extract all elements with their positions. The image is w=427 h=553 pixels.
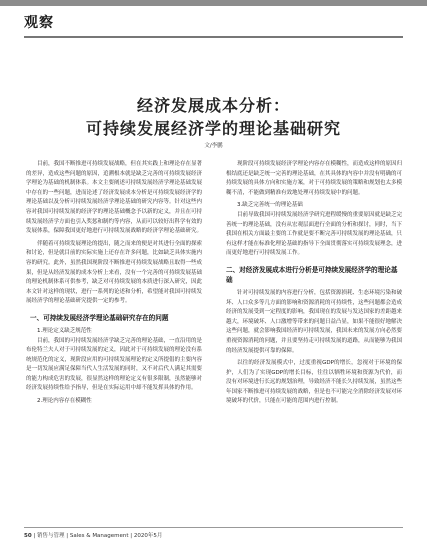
top-color-bar xyxy=(0,0,427,6)
header-rule xyxy=(24,36,403,38)
sub-heading: 2.理论内容存在模糊性 xyxy=(37,398,92,405)
paragraph: 现阶段可持续发展经济学理论内容存在模糊性，而造成这样的原因归根结底还是缺乏统一完善的理论基础，在其具体的内容中并没有明确的可持续发展的具体方向和实施方案，对于可持续发展的策略和规划也太多模糊不清，不能做到精准有效地处理可持续发展中的问题。 xyxy=(226,161,403,196)
journal-name: 销售与管理 xyxy=(37,533,65,539)
paragraph: 以往的经济发展模式中，过度重视GDP的增长，忽视对于环境的保护，人们为了实现GDP的增长目标，往往以牺牲环境和资源为代价，而没有对环境进行长远的规划治理，导致经济不能长久持续发展，虽然这些年国家不断推进可持续发展的战略，但是也不可能完全消除经济发展对环境破坏的代价，只能在可能的范围内进行控制。 xyxy=(226,360,403,405)
page-number: 50 xyxy=(24,533,32,539)
section-heading: 一、可持续发展经济学理论基础研究存在的问题 xyxy=(30,313,169,322)
section-label: 观察 xyxy=(24,15,54,31)
paragraph: 伴随着可持续发展理论的提出，随之而来的便是对其进行全面的探索和讨论，但是就目前的实际实施上还存在许多问题，比如缺乏具体实施内容的研究。此外，虽然我国现阶段不断推进可持续发展战略且取得一些成果，但是从经济发展的成本分析上来看，没有一个完善的可持续发展基础的理论机制体系可供参考，缺乏对可持续发展的本质进行深入研究，因此本文针对这样的现状，进行一系列的论述和分析，希望能对我国可持续发展经济学的理论基础研究提供一定的参考。 xyxy=(26,240,203,305)
paragraph: 目前，我国的可持续发展经济学缺乏完善的理论基础，一直沿用的是布伦特兰夫人对于可持续发展的定义，因此对于可持续发展的理论没有系统规范化的定义，现阶段应用的可持续发展理论的定义所提倡的主要内容是一切发展应满足保障当代人生活发展的同时，又不对后代人满足其需要的能力构成危害的发展，很显然这样的理论定义有很多限制，虽然能够对经济发展持续性给予指导，但是在实际运用中却不能发挥具体的作用。 xyxy=(26,337,203,392)
footer-rule xyxy=(24,527,403,528)
issue-date: 2020年5月 xyxy=(133,533,163,539)
section-heading: 二、对经济发展成本进行分析是可持续发展经济学的理论基础 xyxy=(226,265,398,284)
paragraph: 目前，我国不断推进可持续发展战略，但在其实践上和理论存在显著的差异，造成这些问题的原因，追溯根本就是缺乏完善的可持续发展经济学理论为基础的机制体系。本文主要阐述可持续发展经济学理论基础发展中存在的一些问题，进而论述了经济发展成本分析是可持续发展经济学的理论基础以及分析可持续发展经济学理论基础的研究内容等。针对这些内容对我国可持续发展的经济学的理论基础概念予以新的定义，并且在可持续发展经济学方面也引入奖惩和制约等内容，从而可以较好出科学有效的发展体系，保障我国更好地进行可持续发展战略的经济学理论基础研究。 xyxy=(26,161,203,235)
sub-heading: 1.理论定义缺乏规范性 xyxy=(37,327,92,334)
footer xyxy=(24,531,162,539)
paragraph: 目前导致我国可持续发展经济学研究进程缓慢的重要原因就是缺乏完善统一的理论基础，没有从宏观层面进行全面的分析和探讨，同时，当下我国在相关方面最主要的工作就是要不断完善可持续发展的理论基础，只有这样才能在标准化理论基础的指导下全面贯彻落实可持续发展理念，进而更好地进行可持续发展工作。 xyxy=(226,211,403,257)
paragraph: 针对可持续发展的内容进行分析，包括资源损耗、生态环境污染和破坏、人口众多等几方面的影响和资源消耗的可持续性，这些问题都会造成经济的发展受到一定程度的影响，我国现在的发展与发达国家的差距越来越大，环境破坏、人口激增等带来的问题日益凸显，如果不能很好地解决这些问题，就会影响我国经济的可持续发展，我国未来的发展方向必然要重视资源消耗的问题，并且要坚持走可持续发展的道路，从而能够为我国的经济发展提供可靠的保障。 xyxy=(226,289,403,354)
footer-sep: | xyxy=(33,533,38,539)
sub-heading: 3.缺乏完善统一的理论基础 xyxy=(237,202,303,209)
left-column xyxy=(26,160,202,407)
author-byline: 文/李鹏 xyxy=(204,143,223,149)
journal-name-en: Sales & Management xyxy=(69,533,129,539)
article-title-line1: 经济发展成本分析： xyxy=(136,96,290,115)
footer-sep: | xyxy=(66,533,70,539)
footer-sep: | xyxy=(130,533,134,539)
right-column xyxy=(226,160,402,410)
article-title-line2: 可持续发展经济学的理论基础研究 xyxy=(85,119,341,138)
